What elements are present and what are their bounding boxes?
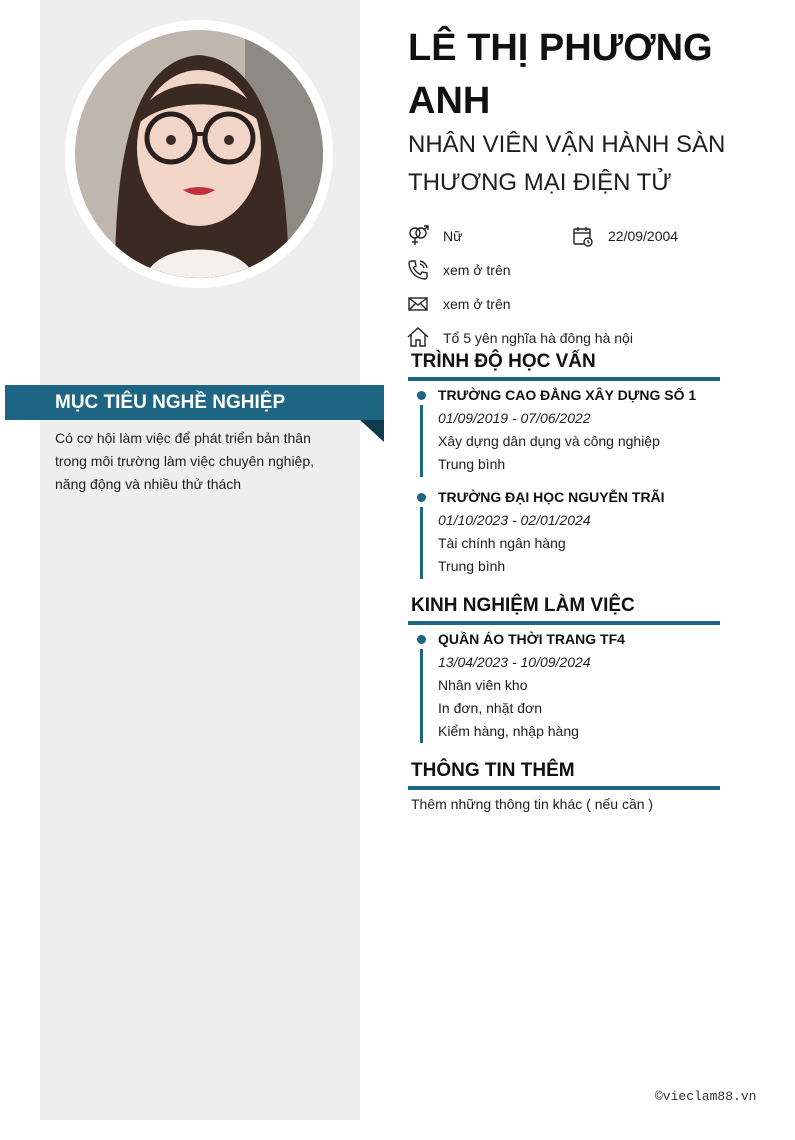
gender-icon (407, 225, 429, 247)
home-icon (407, 326, 429, 348)
experience-rule (408, 621, 720, 625)
avatar (65, 20, 333, 288)
timeline-bar (420, 507, 423, 579)
email-value: xem ở trên (443, 296, 511, 312)
education-major: Xây dựng dân dụng và công nghiệp (438, 433, 660, 449)
gender-value: Nữ (443, 228, 463, 244)
career-goal-title: MỤC TIÊU NGHỀ NGHIỆP (5, 385, 384, 420)
candidate-name: LÊ THỊ PHƯƠNG ANH (408, 27, 713, 122)
education-period: 01/10/2023 - 02/01/2024 (438, 512, 591, 528)
timeline-dot (417, 391, 426, 400)
experience-title: KINH NGHIỆM LÀM VIỆC (411, 595, 635, 616)
watermark: ©vieclam88.vn (655, 1089, 757, 1104)
education-period: 01/09/2019 - 07/06/2022 (438, 410, 591, 426)
calendar-icon (572, 225, 594, 247)
experience-duty: In đơn, nhặt đơn (438, 700, 542, 716)
education-grade: Trung bình (438, 558, 506, 574)
experience-company: QUẦN ÁO THỜI TRANG TF4 (438, 631, 625, 647)
birthday-value: 22/09/2004 (608, 228, 679, 244)
extra-info-rule (408, 786, 720, 790)
extra-info-text: Thêm những thông tin khác ( nếu cần ) (411, 796, 654, 812)
education-rule (408, 377, 720, 381)
career-goal-banner-fold (360, 420, 384, 442)
job-title: NHÂN VIÊN VẬN HÀNH SÀN THƯƠNG MẠI ĐIỆN TỬ (408, 131, 726, 196)
timeline-bar (420, 649, 423, 743)
experience-duty: Nhân viên kho (438, 677, 528, 693)
timeline-dot (417, 493, 426, 502)
education-title: TRÌNH ĐỘ HỌC VẤN (411, 351, 596, 372)
education-school: TRƯỜNG CAO ĐẲNG XÂY DỰNG SỐ 1 (438, 387, 697, 403)
education-school: TRƯỜNG ĐẠI HỌC NGUYỄN TRÃI (438, 489, 665, 505)
education-grade: Trung bình (438, 456, 506, 472)
phone-icon (407, 259, 429, 281)
email-icon (407, 293, 429, 315)
timeline-bar (420, 405, 423, 477)
career-goal-text: Có cơ hội làm việc để phát triển bản thân trong môi trường làm việc chuyên nghiệp, năng động và nhiều thử thách (55, 430, 315, 492)
phone-value: xem ở trên (443, 262, 511, 278)
address-value: Tổ 5 yên nghĩa hà đông hà nội (443, 330, 633, 346)
extra-info-title: THÔNG TIN THÊM (411, 760, 575, 781)
experience-duty: Kiểm hàng, nhập hàng (438, 723, 579, 739)
experience-period: 13/04/2023 - 10/09/2024 (438, 654, 591, 670)
timeline-dot (417, 635, 426, 644)
profile-photo (75, 30, 323, 278)
education-major: Tài chính ngân hàng (438, 535, 566, 551)
